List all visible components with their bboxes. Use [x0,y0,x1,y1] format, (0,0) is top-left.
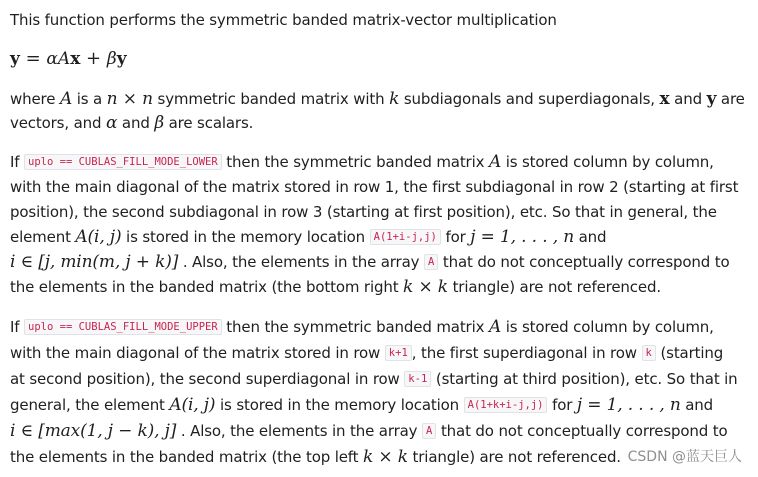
math-j-range: j = 1, . . . , n [576,395,681,415]
where-text: and [117,114,155,132]
lower-line-4 [10,226,606,248]
lower-text: is stored in the memory location [121,228,370,246]
math-Aij: A(i, j) [169,395,216,415]
formula-alpha: α [46,49,58,69]
formula-plus: + [80,48,107,69]
upper-text: that do not conceptually correspond to [436,422,728,440]
upper-line-1 [10,316,714,338]
upper-text: (starting [655,344,724,362]
upper-line-2 [10,342,723,364]
math-x: x [659,89,670,109]
upper-line-4 [10,394,713,416]
upper-line-6 [10,446,621,468]
where-text: and [669,90,707,108]
math-beta: β [154,113,165,133]
lower-text: element [10,228,76,246]
formula-eq: = [19,48,47,69]
where-text: symmetric banded matrix with [152,90,390,108]
upper-text: triangle) are not referenced. [407,448,621,466]
upper-text: and [680,396,714,414]
where-text: subdiagonals and superdiagonals, [399,90,660,108]
code-k: k [642,345,656,361]
upper-text: the elements in the banded matrix (the top left [10,448,364,466]
upper-text: at second position), the second superdiagonal in row [10,370,405,388]
where-text: vectors, and [10,114,106,132]
math-i-range: i ∈ [max(1, j − k), j] [10,421,177,441]
where-text: where [10,90,60,108]
lower-text: that do not conceptually correspond to [438,253,730,271]
math-kxk: k × k [403,277,448,297]
math-Aij: A(i, j) [75,227,122,247]
code-k-plus-1: k+1 [385,345,412,361]
code-uplo-lower: uplo == CUBLAS_FILL_MODE_LOWER [24,154,222,170]
lower-text: with the main diagonal of the matrix stored in row 1, the first subdiagonal in row 2 (starting at first [10,178,739,196]
upper-text: with the main diagonal of the matrix stored in row [10,344,385,362]
math-kxk: k × k [363,447,408,467]
lower-text: for [440,228,471,246]
lower-line-1 [10,151,714,173]
upper-text: . Also, the elements in the array [176,422,422,440]
lower-text: If [10,153,25,171]
formula-x: x [70,49,81,69]
upper-text: (starting at third position), etc. So that in [431,370,738,388]
math-n: n [106,89,118,109]
math-i-range: i ∈ [j, min(m, j + k)] [10,252,179,272]
lower-line-3 [10,201,717,223]
upper-text: general, the element [10,396,170,414]
lower-text: is stored column by column, [501,153,714,171]
lower-text: then the symmetric banded matrix [221,153,489,171]
code-array-A: A [422,423,436,439]
csdn-watermark: CSDN @蓝天巨人 [628,446,742,466]
where-line-1 [10,88,745,110]
code-memory-location: A(1+i-j,j) [370,229,441,245]
formula-y2: y [116,49,127,69]
math-y: y [706,89,717,109]
math-alpha: α [105,113,118,133]
where-line-2 [10,112,253,134]
upper-line-3 [10,368,738,390]
where-text: are [716,90,745,108]
formula-y: y [10,49,20,69]
code-k-minus-1: k-1 [404,371,431,387]
math-A: A [488,317,502,337]
lower-text: position), the second subdiagonal in row 3 (starting at first position), etc. So that in general, the [10,203,717,221]
code-array-A: A [424,254,438,270]
math-j-range: j = 1, . . . , n [470,227,575,247]
math-times: × [117,89,143,109]
intro-paragraph [10,9,557,31]
code-uplo-upper: uplo == CUBLAS_FILL_MODE_UPPER [24,319,222,335]
math-k: k [389,89,400,109]
lower-text: the elements in the banded matrix (the bottom right [10,278,404,296]
lower-line-5 [10,251,730,273]
lower-line-6 [10,276,661,298]
where-text: is a [72,90,107,108]
lower-line-2 [10,176,738,198]
formula-A: A [57,49,71,69]
math-n: n [142,89,153,109]
sbmv-formula [10,48,127,69]
upper-text: for [547,396,577,414]
math-A: A [488,152,502,172]
upper-text: is stored column by column, [501,318,714,336]
upper-text: , the first superdiagonal in row [411,344,642,362]
lower-text: and [574,228,607,246]
upper-text: then the symmetric banded matrix [221,318,489,336]
lower-text: triangle) are not referenced. [447,278,661,296]
where-text: are scalars. [164,114,254,132]
upper-line-5 [10,420,728,442]
lower-text: . Also, the elements in the array [178,253,424,271]
upper-text: is stored in the memory location [215,396,464,414]
formula-beta: β [106,49,117,69]
upper-text: If [10,318,25,336]
math-A: A [59,89,73,109]
code-memory-location: A(1+k+i-j,j) [464,397,548,413]
intro-text: This function performs the symmetric banded matrix-vector multiplication [10,11,557,29]
